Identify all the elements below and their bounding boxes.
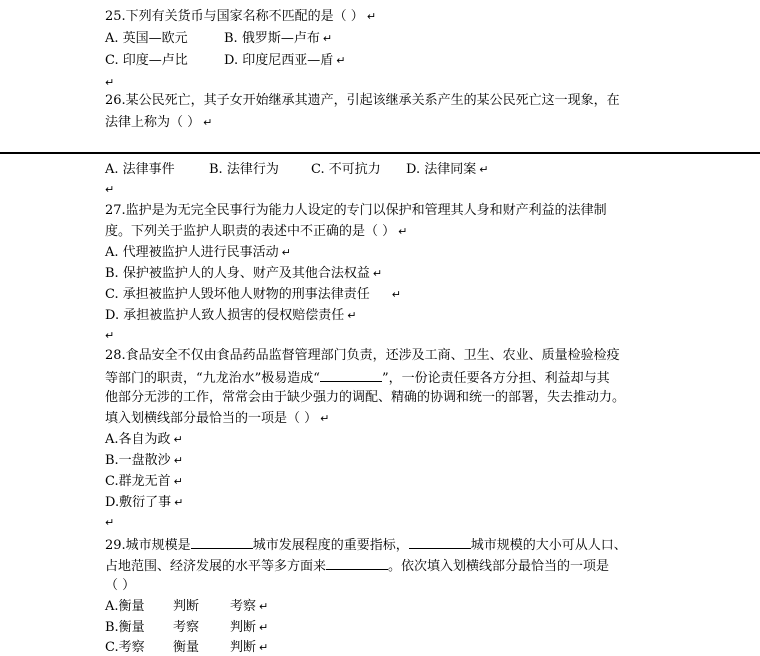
paragraph-mark-icon: ↵ (281, 246, 291, 259)
paragraph-mark-icon: ↵ (347, 309, 357, 322)
empty-paragraph (105, 182, 114, 198)
question-27-option-a: A. 代理被监护人进行民事活动 ↵ (105, 245, 291, 260)
paragraph-mark-icon: ↵ (320, 412, 330, 425)
question-26-options-row (105, 162, 488, 178)
paragraph-mark-icon: ↵ (173, 433, 183, 446)
paragraph-mark-icon: ↵ (398, 225, 408, 238)
question-28-option-d: D.敷衍了事 ↵ (105, 495, 184, 510)
paragraph-mark-icon: ↵ (203, 116, 213, 129)
option-b: B. 法律行为 (209, 162, 279, 177)
paragraph-mark-icon: ↵ (366, 10, 377, 23)
paragraph-mark-icon: ↵ (105, 76, 115, 89)
question-28-stem-line-4: 填入划横线部分最恰当的一项是（ ） ↵ (105, 411, 330, 426)
question-25-stem: 25.下列有关货币与国家名称不匹配的是（ ） ↵ (105, 9, 377, 24)
paragraph-mark-icon: ↵ (174, 496, 184, 509)
question-26-stem-line-1: 26.某公民死亡，其子女开始继承其遗产，引起该继承关系产生的某公民死亡这一现象，在 (105, 93, 620, 108)
paragraph-mark-icon: ↵ (391, 288, 401, 301)
paragraph-mark-icon: ↵ (479, 163, 489, 176)
paragraph-mark-icon: ↵ (322, 32, 333, 45)
empty-paragraph (105, 75, 114, 91)
question-28-option-a: A.各自为政 ↵ (105, 432, 183, 447)
paragraph-mark-icon: ↵ (105, 516, 115, 529)
fill-in-blank (320, 369, 382, 382)
page-break-divider (0, 152, 760, 154)
question-28-option-b: B.一盘散沙 ↵ (105, 453, 183, 468)
question-29-stem-line-1: 29.城市规模是 城市发展程度的重要指标， 城市规模的大小可从人口、 (105, 538, 627, 553)
option-d: D. 印度尼西亚—盾 (224, 53, 334, 68)
question-27-stem-line-2: 度。下列关于监护人职责的表述中不正确的是（ ） ↵ (105, 224, 408, 239)
option-d: D. 法律同案 (406, 162, 477, 177)
fill-in-blank (191, 536, 253, 549)
question-29-stem-line-3: （ ） (105, 578, 136, 593)
paragraph-mark-icon: ↵ (259, 641, 269, 654)
question-29-option-c: C.考察 衡量 判断 ↵ (105, 640, 269, 655)
question-25-options-row-1 (105, 31, 332, 47)
question-28-stem-line-1: 28.食品安全不仅由食品药品监督管理部门负责，还涉及工商、卫生、农业、质量检验检疫 (105, 348, 620, 363)
paragraph-mark-icon: ↵ (259, 600, 269, 613)
fill-in-blank (326, 557, 388, 570)
empty-paragraph (105, 515, 114, 531)
question-27-stem-line-1: 27.监护是为无完全民事行为能力人设定的专门以保护和管理其人身和财产利益的法律制 (105, 203, 607, 218)
question-27-option-b: B. 保护被监护人的人身、财产及其他合法权益 ↵ (105, 266, 383, 281)
paragraph-mark-icon: ↵ (173, 475, 183, 488)
option-a: A. 英国—欧元 (105, 31, 188, 46)
paragraph-mark-icon: ↵ (173, 454, 183, 467)
question-29-option-a: A.衡量 判断 考察 ↵ (105, 599, 269, 614)
question-28-stem-line-3: 他部分无涉的工作，常常会由于缺少强力的调配、精确的协调和统一的部署，失去推动力。 (105, 390, 626, 405)
option-c: C. 不可抗力 (311, 162, 381, 177)
option-c: C. 印度—卢比 (105, 53, 188, 68)
empty-paragraph (105, 328, 114, 344)
question-28-stem-line-2: 等部门的职责，“九龙治水”极易造成“ ”，一份论责任要各方分担、利益却与其 (105, 371, 610, 386)
option-a: A. 法律事件 (105, 162, 175, 177)
paragraph-mark-icon: ↵ (336, 54, 346, 67)
question-29-stem-line-2: 占地范围、经济发展的水平等多方面来 。依次填入划横线部分最恰当的一项是 (105, 559, 610, 574)
option-b: B. 俄罗斯—卢布 (224, 31, 320, 46)
paragraph-mark-icon: ↵ (372, 267, 383, 280)
paragraph-mark-icon: ↵ (105, 183, 115, 196)
question-28-option-c: C.群龙无首 ↵ (105, 474, 183, 489)
fill-in-blank (409, 536, 471, 549)
question-27-option-d: D. 承担被监护人致人损害的侵权赔偿责任 ↵ (105, 308, 357, 323)
paragraph-mark-icon: ↵ (105, 329, 115, 342)
question-29-option-b: B.衡量 考察 判断 ↵ (105, 620, 269, 635)
question-26-stem-line-2: 法律上称为（ ） ↵ (105, 115, 213, 130)
question-25-options-row-2 (105, 53, 345, 69)
paragraph-mark-icon: ↵ (259, 621, 269, 634)
question-27-option-c: C. 承担被监护人毁坏他人财物的刑事法律责任 ↵ (105, 287, 401, 302)
